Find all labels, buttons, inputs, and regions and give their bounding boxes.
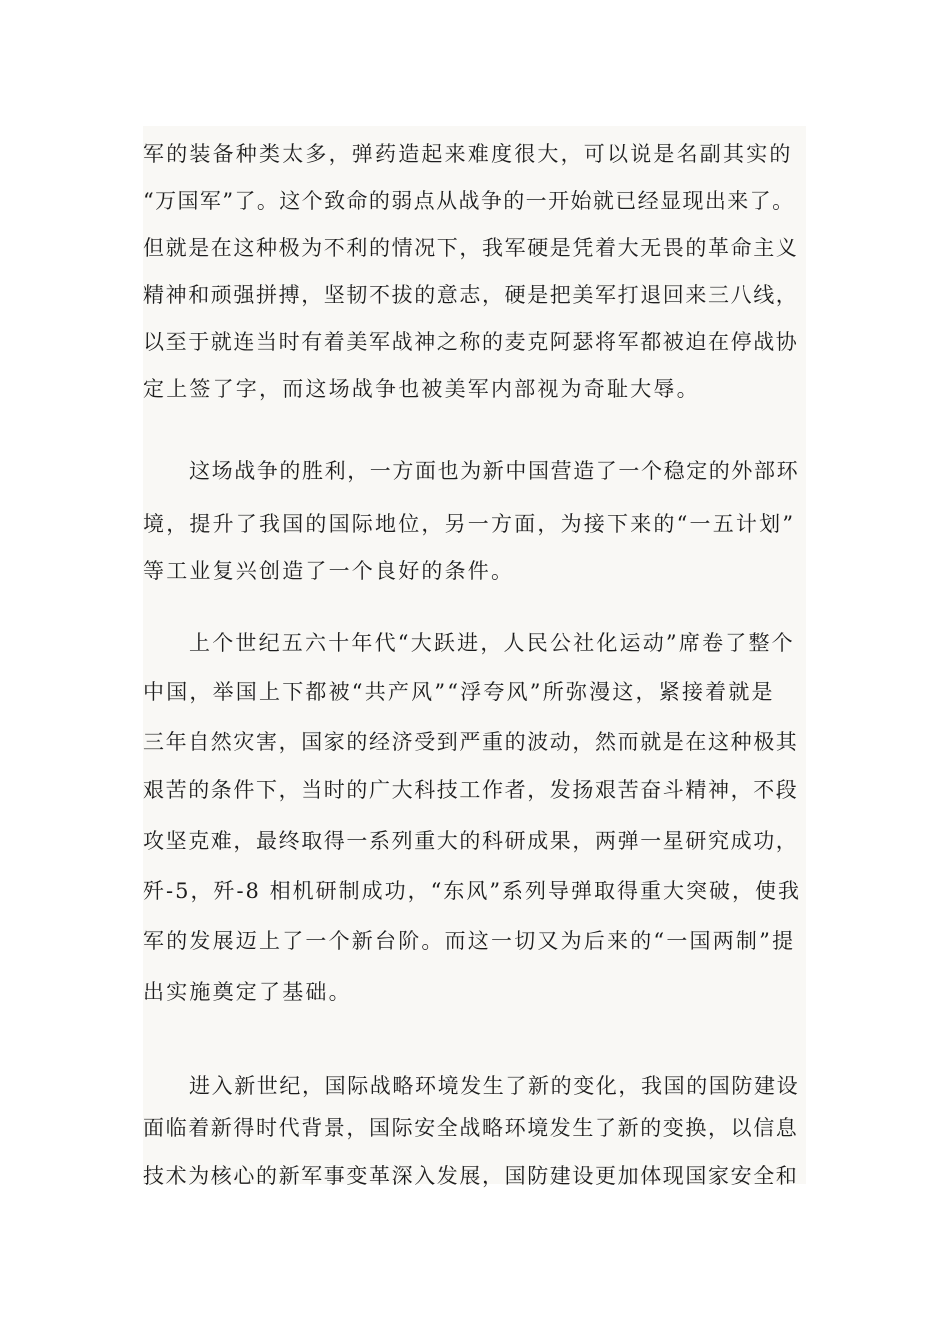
paragraph-2-line-3: 等工业复兴创造了一个良好的条件。 [143,559,515,583]
paragraph-2-line-2: 境，提升了我国的国际地位，另一方面，为接下来的“一五计划” [143,512,796,536]
paragraph-3-line-2: 中国，举国上下都被“共产风”“浮夸风”所弥漫这，紧接着就是 [143,680,775,704]
paragraph-1-line-5: 以至于就连当时有着美军战神之称的麦克阿瑟将军都被迫在停战协 [143,330,799,354]
paragraph-4-line-3: 技术为核心的新军事变革深入发展，国防建设更加体现国家安全和 [143,1164,799,1188]
paragraph-2-line-1: 这场战争的胜利，一方面也为新中国营造了一个稳定的外部环 [189,459,800,483]
paragraph-1-line-6: 定上签了字，而这场战争也被美军内部视为奇耻大辱。 [143,377,700,401]
paragraph-3-line-1: 上个世纪五六十年代“大跃进，人民公社化运动”席卷了整个 [189,631,795,655]
paragraph-3-line-7: 军的发展迈上了一个新台阶。而这一切又为后来的“一国两制”提 [143,929,796,953]
paragraph-4-line-2: 面临着新得时代背景，国际安全战略环境发生了新的变换，以信息 [143,1116,799,1140]
paragraph-1-line-3: 但就是在这种极为不利的情况下，我军硬是凭着大无畏的革命主义 [143,236,799,260]
paragraph-1-line-4: 精神和顽强拼搏，坚韧不拔的意志，硬是把美军打退回来三八线， [143,283,799,307]
paragraph-3-line-3: 三年自然灾害，国家的经济受到严重的波动，然而就是在这种极其 [143,730,799,754]
paragraph-4-line-1: 进入新世纪，国际战略环境发生了新的变化，我国的国防建设 [189,1074,800,1098]
text-block [143,126,806,1188]
paragraph-3-line-5: 攻坚克难，最终取得一系列重大的科研成果，两弹一星研究成功， [143,829,799,853]
paragraph-3-line-4: 艰苦的条件下，当时的广大科技工作者，发扬艰苦奋斗精神，不段 [143,778,799,802]
paragraph-3-line-8: 出实施奠定了基础。 [143,980,352,1004]
paragraph-3-line-6: 歼-5，歼-8 相机研制成功，“东风”系列导弹取得重大突破，使我 [143,879,802,903]
paragraph-1-line-1: 军的装备种类太多，弹药造起来难度很大，可以说是名副其实的 [143,142,793,166]
paragraph-1-line-2: “万国军”了。这个致命的弱点从战争的一开始就已经显现出来了。 [143,189,795,213]
